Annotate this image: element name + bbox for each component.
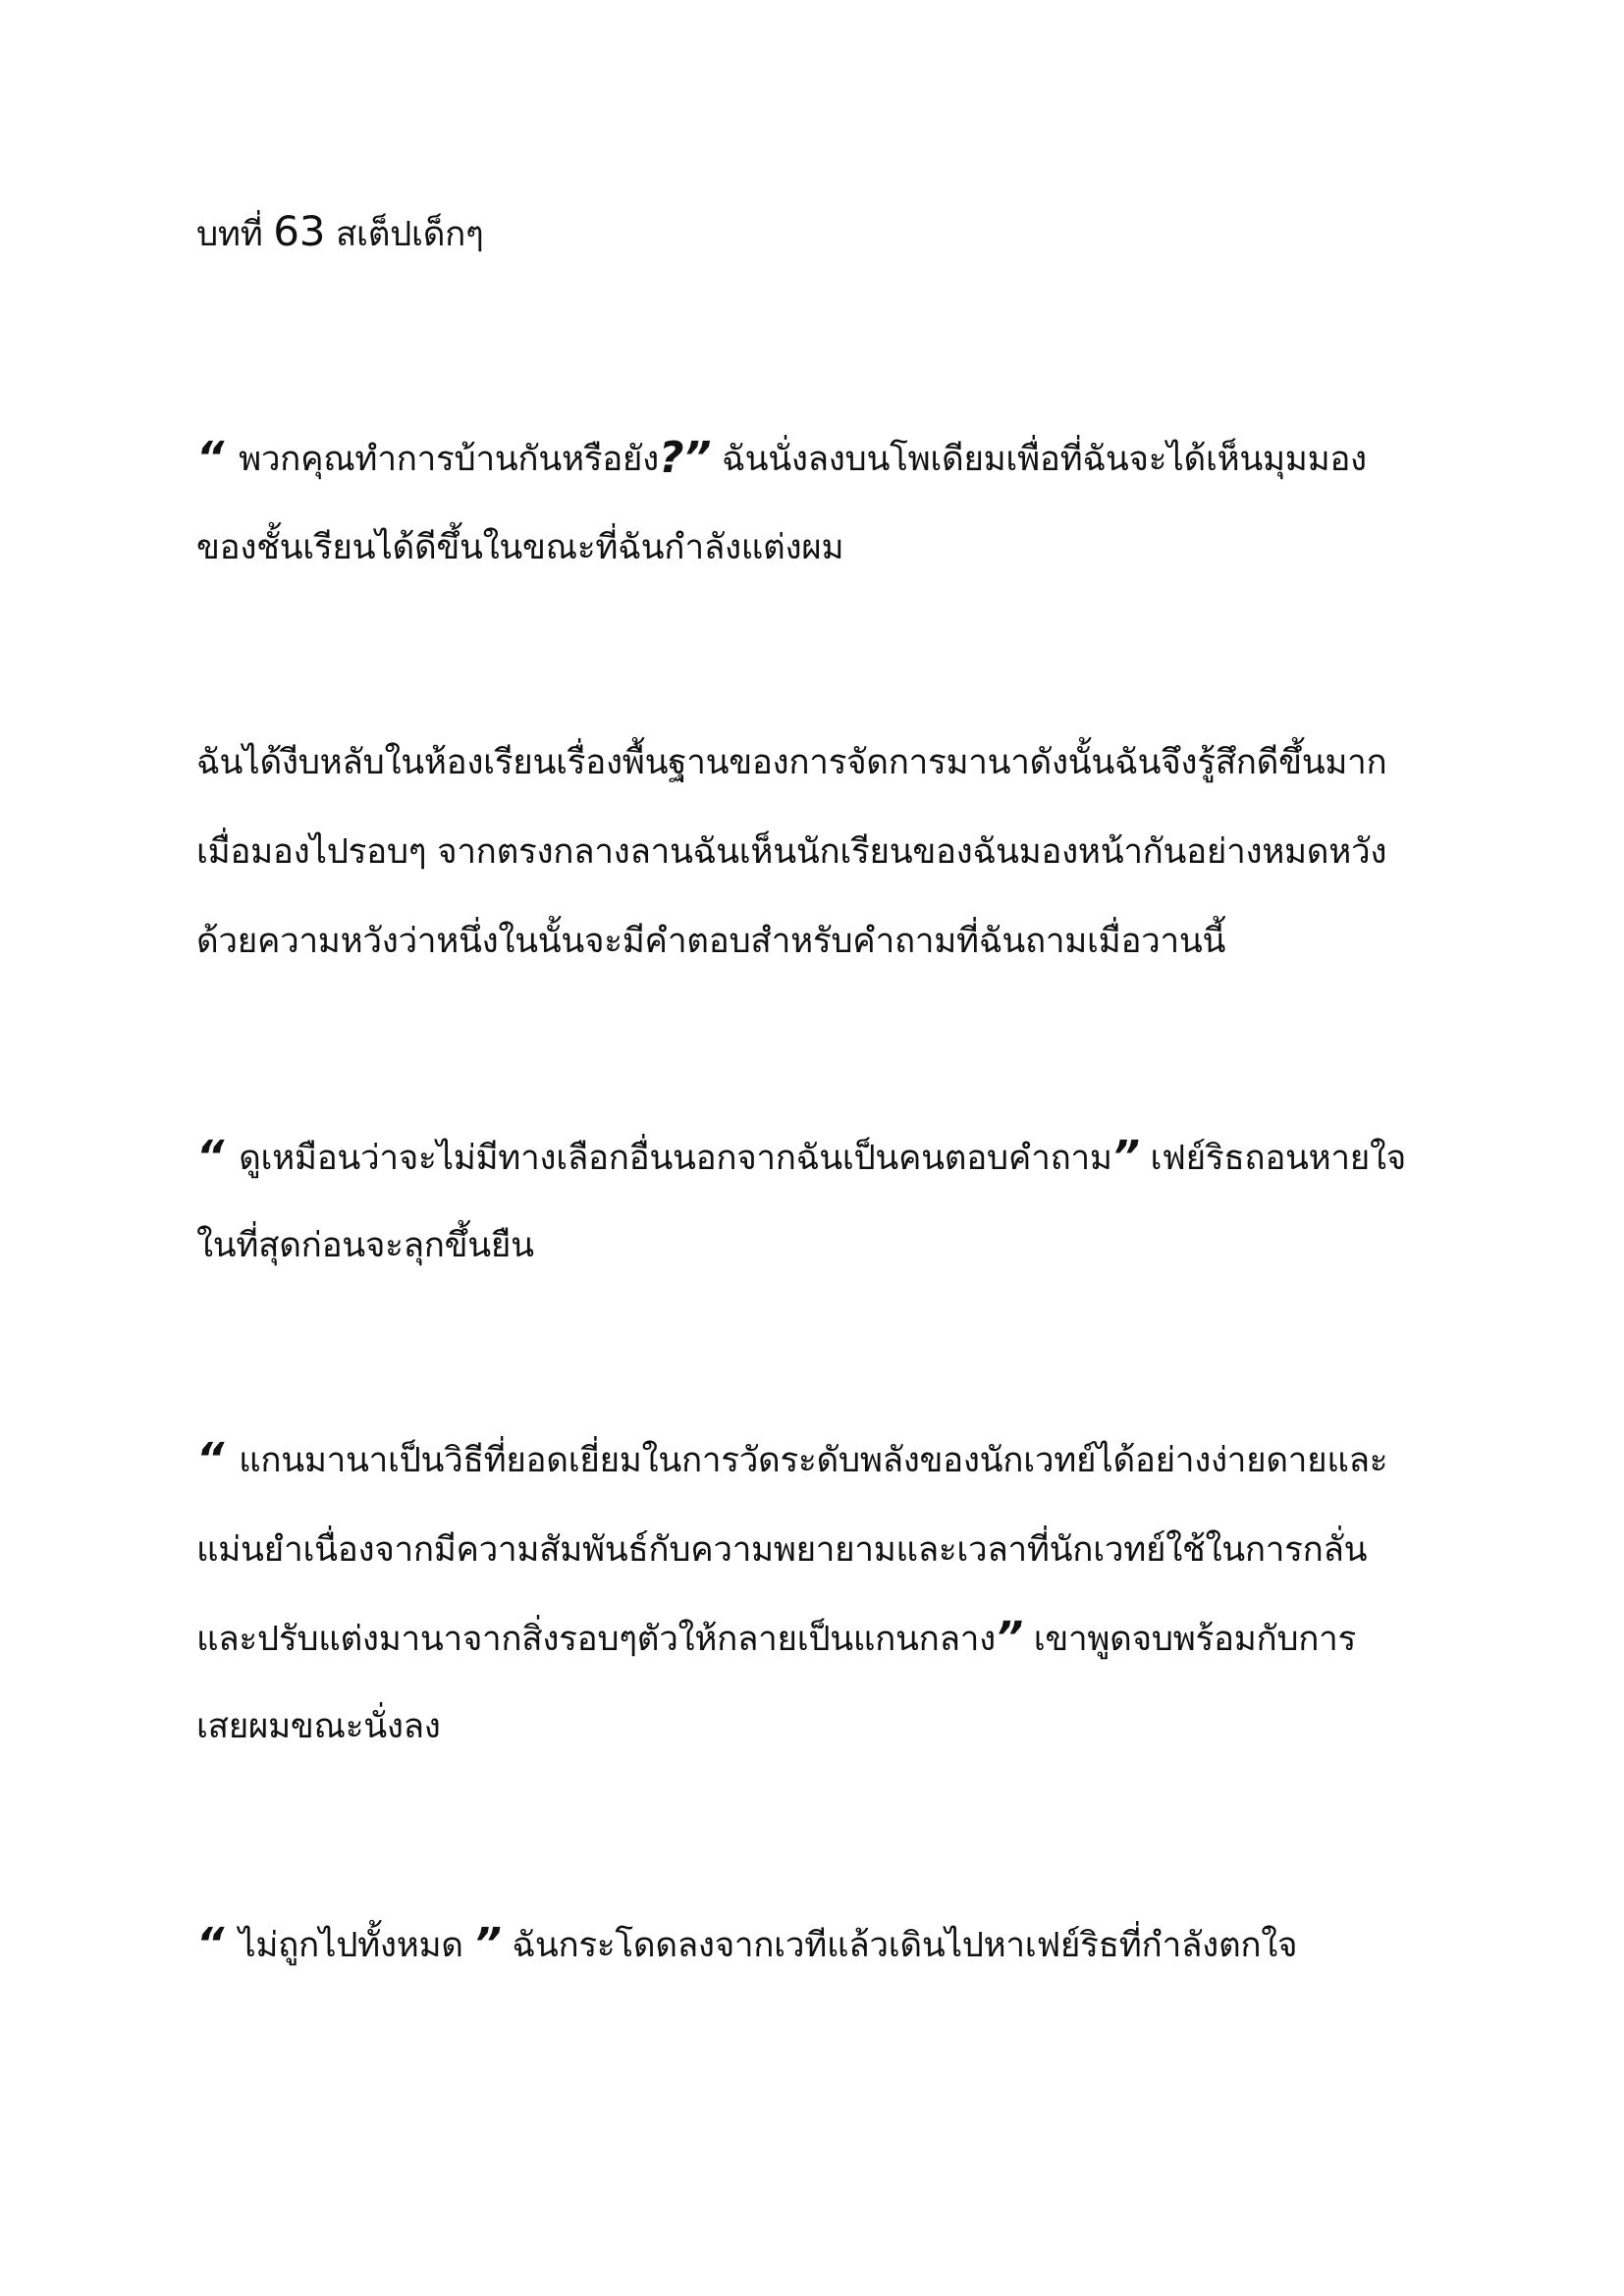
line-text: พวกคุณทำการบ้านกันหรือยัง [239, 440, 659, 479]
paragraph-2-line-2 [196, 828, 1386, 876]
close-quote: ” [1111, 1132, 1140, 1182]
line-text: เมื่อมองไปรอบๆ จากตรงกลางลานฉันเห็นนักเรียนของฉันมองหน้ากันอย่างหมดหวัง [196, 832, 1387, 872]
line-text: ของชั้นเรียนได้ดีขึ้นในขณะที่ฉันกำลังแต่งผม [196, 528, 844, 567]
line-tail: ฉันนั่งลงบนโพเดียมเพื่อที่ฉันจะได้เห็นมุมมอง [711, 440, 1367, 479]
paragraph-3-line-2 [196, 1222, 534, 1269]
line-text: ไม่ถูกไปทั้งหมด [239, 1926, 474, 1965]
line-text: ฉันได้งีบหลับในห้องเรียนเรื่องพื้นฐานของการจัดการมานาดังนั้นฉันจึงรู้สึกดีขึ้นมาก [196, 743, 1387, 782]
line-text: แม่นยำเนื่องจากมีความสัมพันธ์กับความพยายามและเวลาที่นักเวทย์ใช้ในการกลั่น [196, 1530, 1368, 1570]
line-tail: ฉันกระโดดลงจากเวทีแล้วเดินไปหาเฟย์ริธที่กำลังตกใจ [501, 1926, 1298, 1965]
paragraph-2-line-1 [196, 739, 1386, 786]
close-quote: ?” [658, 433, 712, 483]
paragraph-4-line-2 [196, 1526, 1367, 1574]
close-quote: ” [473, 1919, 502, 1969]
paragraph-2-line-3 [196, 918, 1225, 965]
line-text: ในที่สุดก่อนจะลุกขึ้นยืน [196, 1226, 534, 1265]
chapter-title [196, 208, 484, 258]
open-quote: “ [196, 1919, 240, 1969]
open-quote: “ [196, 1132, 240, 1182]
paragraph-4-line-4 [196, 1703, 441, 1750]
open-quote: “ [196, 433, 240, 483]
close-quote: ” [995, 1613, 1023, 1663]
open-quote: “ [196, 1434, 240, 1484]
line-tail: เฟย์ริธถอนหายใจ [1139, 1139, 1406, 1178]
paragraph-4-line-1 [196, 1436, 1387, 1484]
paragraph-4-line-3 [196, 1615, 1356, 1663]
chapter-number: 63 [273, 207, 326, 255]
line-text: เสยผมขณะนั่งลง [196, 1707, 441, 1746]
chapter-title-prefix: บทที่ [196, 215, 274, 254]
line-text: และปรับแต่งมานาจากสิ่งรอบๆตัวให้กลายเป็นแกนกลาง [196, 1620, 996, 1659]
paragraph-5-line-1 [196, 1921, 1297, 1969]
line-text: แกนมานาเป็นวิธีที่ยอดเยี่ยมในการวัดระดับพลังของนักเวทย์ได้อย่างง่ายดายและ [239, 1441, 1388, 1480]
paragraph-1-line-1 [196, 435, 1367, 483]
line-tail: เขาพูดจบพร้อมกับการ [1022, 1620, 1357, 1659]
line-text: ด้วยความหวังว่าหนึ่งในนั้นจะมีคำตอบสำหรับคำถามที่ฉันถามเมื่อวานนี้ [196, 922, 1226, 961]
chapter-title-suffix: สเต็ปเด็กๆ [325, 215, 484, 254]
paragraph-3-line-1 [196, 1134, 1406, 1182]
paragraph-1-line-2 [196, 524, 843, 571]
line-text: ดูเหมือนว่าจะไม่มีทางเลือกอื่นนอกจากฉันเป็นคนตอบคำถาม [239, 1139, 1112, 1178]
